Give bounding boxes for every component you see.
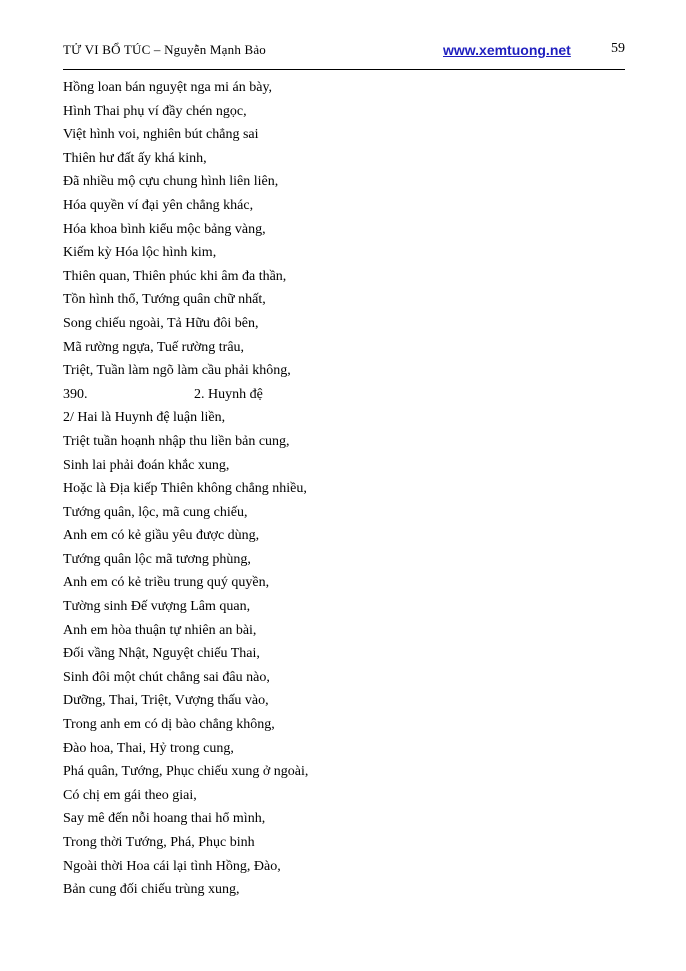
poem-line: Có chị em gái theo giai, — [63, 787, 197, 803]
page-number: 59 — [611, 41, 625, 56]
poem-line: Đối vầng Nhật, Nguyệt chiếu Thai, — [63, 646, 260, 662]
poem-line: Triệt, Tuần làm ngõ làm cầu phải không, — [63, 363, 291, 379]
poem-line: Tướng quân lộc mã tương phùng, — [63, 551, 251, 567]
poem-line: Hoặc là Địa kiếp Thiên không chẳng nhiều, — [63, 481, 307, 497]
section-heading — [63, 383, 623, 407]
poem-line: Thiên quan, Thiên phúc khi âm đa thần, — [63, 268, 287, 284]
poem-line: Triệt tuần hoạnh nhập thu liền bản cung, — [63, 433, 290, 449]
poem-line: Việt hình voi, nghiên bút chẳng sai — [63, 127, 259, 143]
poem-line: Tường sinh Đế vượng Lâm quan, — [63, 599, 251, 615]
poem-line: Kiếm kỳ Hóa lộc hình kim, — [63, 245, 217, 261]
poem-line: Tồn hình thổ, Tướng quân chữ nhất, — [63, 292, 266, 308]
website-link[interactable]: www.xemtuong.net — [443, 42, 571, 58]
section-title: 2. Huynh đệ — [194, 386, 263, 402]
header-divider — [63, 69, 625, 70]
page-header — [63, 42, 625, 62]
poem-line: Sinh đôi một chút chẳng sai đâu nào, — [63, 669, 270, 685]
poem-line: Ngoài thời Hoa cái lại tình Hồng, Đào, — [63, 858, 281, 874]
poem-line: Tướng quân, lộc, mã cung chiếu, — [63, 504, 248, 520]
poem-line: Mã rường ngựa, Tuế rường trâu, — [63, 339, 245, 355]
poem-line: Anh em có kẻ triều trung quý quyền, — [63, 575, 270, 591]
section-number: 390. — [63, 386, 88, 402]
poem-line: Sinh lai phải đoán khắc xung, — [63, 457, 230, 473]
poem-line: Hóa khoa bình kiểu mộc bảng vàng, — [63, 221, 266, 237]
poem-line: Anh em có kẻ giầu yêu được dùng, — [63, 528, 260, 544]
poem-line: Đào hoa, Thai, Hỷ trong cung, — [63, 740, 234, 756]
poem-line: Trong thời Tướng, Phá, Phục binh — [63, 835, 255, 850]
book-title: TỬ VI BỔ TÚC – Nguyễn Mạnh Bảo — [63, 42, 267, 57]
poem-line: Phá quân, Tướng, Phục chiếu xung ở ngoài, — [63, 764, 309, 780]
poem-line: Bản cung đối chiếu trùng xung, — [63, 882, 240, 898]
poem-body — [63, 76, 623, 902]
poem-line: Hồng loan bán nguyệt nga mi án bày, — [63, 80, 273, 95]
poem-line: Trong anh em có dị bào chẳng không, — [63, 717, 275, 733]
poem-line: Anh em hòa thuận tự nhiên an bài, — [63, 622, 257, 638]
poem-line: Hóa quyền ví đại yên chẳng khác, — [63, 197, 254, 213]
poem-line: Dưỡng, Thai, Triệt, Vượng thấu vào, — [63, 693, 269, 709]
poem-line: Đã nhiều mộ cựu chung hình liên liên, — [63, 174, 279, 190]
poem-line: Hình Thai phụ ví đầy chén ngọc, — [63, 103, 247, 119]
poem-line: Say mê đến nỗi hoang thai hổ mình, — [63, 811, 266, 827]
poem-line: Thiên hư đất ấy khá kinh, — [63, 150, 207, 166]
poem-line: 2/ Hai là Huynh đệ luận liền, — [63, 410, 226, 426]
poem-line: Song chiếu ngoài, Tả Hữu đôi bên, — [63, 315, 259, 331]
